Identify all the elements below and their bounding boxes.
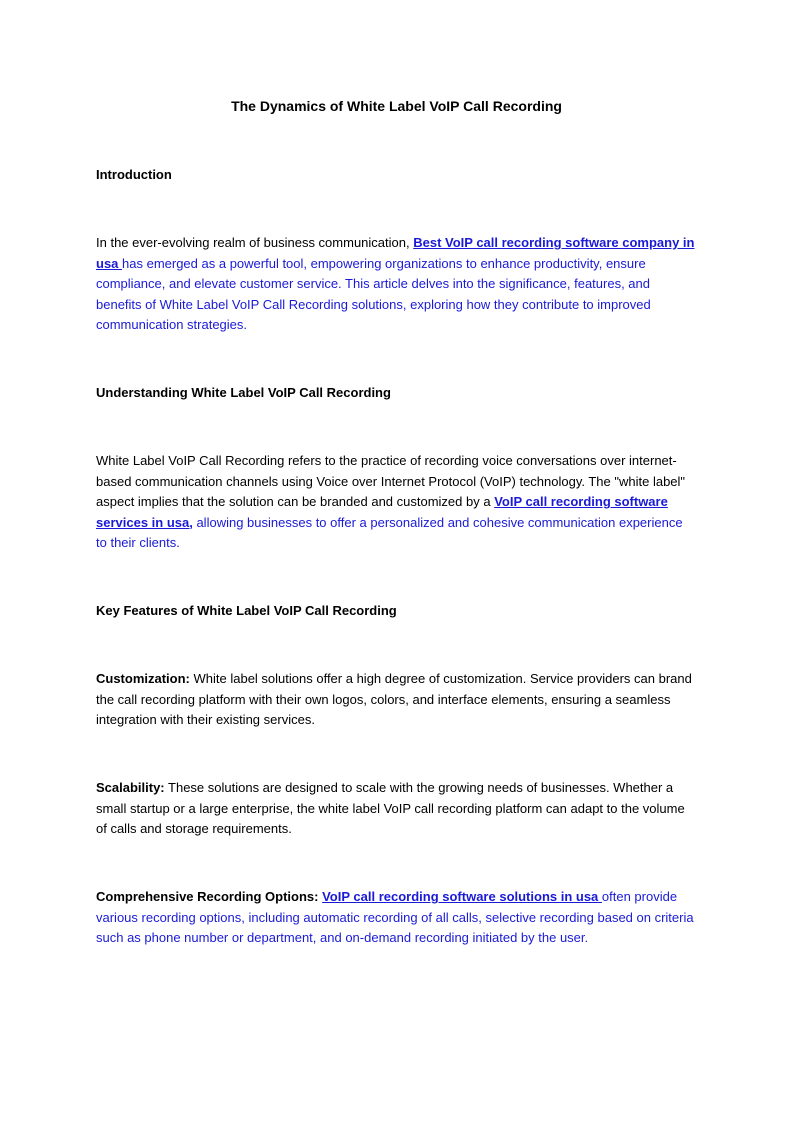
- introduction-paragraph: [96, 233, 696, 336]
- customization-text: White label solutions offer a high degree of customization. Service providers can brand the call recording platform with their own logos, colors, and interface elements, ensuring a seamless integration with their existing services.: [96, 671, 692, 727]
- understanding-rest-text: allowing businesses to offer a personalized and cohesive communication experience to their clients.: [96, 514, 683, 550]
- scalability-text: These solutions are designed to scale with the growing needs of businesses. Whether a small startup or a large enterprise, the white label VoIP call recording platform can adapt to the volume of calls and storage requirements.: [96, 780, 685, 836]
- recording-options-paragraph: [96, 887, 696, 949]
- introduction-lead-text: In the ever-evolving realm of business communication,: [96, 235, 414, 250]
- understanding-heading: Understanding White Label VoIP Call Recording: [96, 385, 391, 400]
- understanding-lead-text: White Label VoIP Call Recording refers to the practice of recording voice conversations over internet-based communication channels using Voice over Internet Protocol (VoIP) technology. The "white label" aspect implies that the solution can be branded and customized by a: [96, 453, 686, 509]
- introduction-heading: Introduction: [96, 167, 172, 182]
- best-voip-company-link[interactable]: Best VoIP call recording software company in usa: [96, 235, 695, 271]
- scalability-label: Scalability:: [96, 780, 165, 795]
- key-features-heading: Key Features of White Label VoIP Call Recording: [96, 603, 397, 618]
- voip-services-link[interactable]: VoIP call recording software services in usa,: [96, 494, 668, 530]
- customization-paragraph: [96, 669, 696, 731]
- recording-options-text: often provide various recording options, including automatic recording of all calls, selective recording based on criteria such as phone number or department, and on-demand recording initiated by the user.: [96, 889, 694, 945]
- customization-label: Customization:: [96, 671, 190, 686]
- scalability-paragraph: [96, 778, 696, 840]
- introduction-rest-text: has emerged as a powerful tool, empowering organizations to enhance productivity, ensure compliance, and elevate customer service. This article delves into the significance, features, and benefits of White Label VoIP Call Recording solutions, exploring how they contribute to improved communication strategies.: [96, 255, 651, 332]
- voip-solutions-link[interactable]: VoIP call recording software solutions in usa: [322, 889, 602, 904]
- document-title: The Dynamics of White Label VoIP Call Recording: [231, 98, 562, 114]
- recording-options-label: Comprehensive Recording Options:: [96, 889, 323, 904]
- understanding-paragraph: [96, 451, 696, 554]
